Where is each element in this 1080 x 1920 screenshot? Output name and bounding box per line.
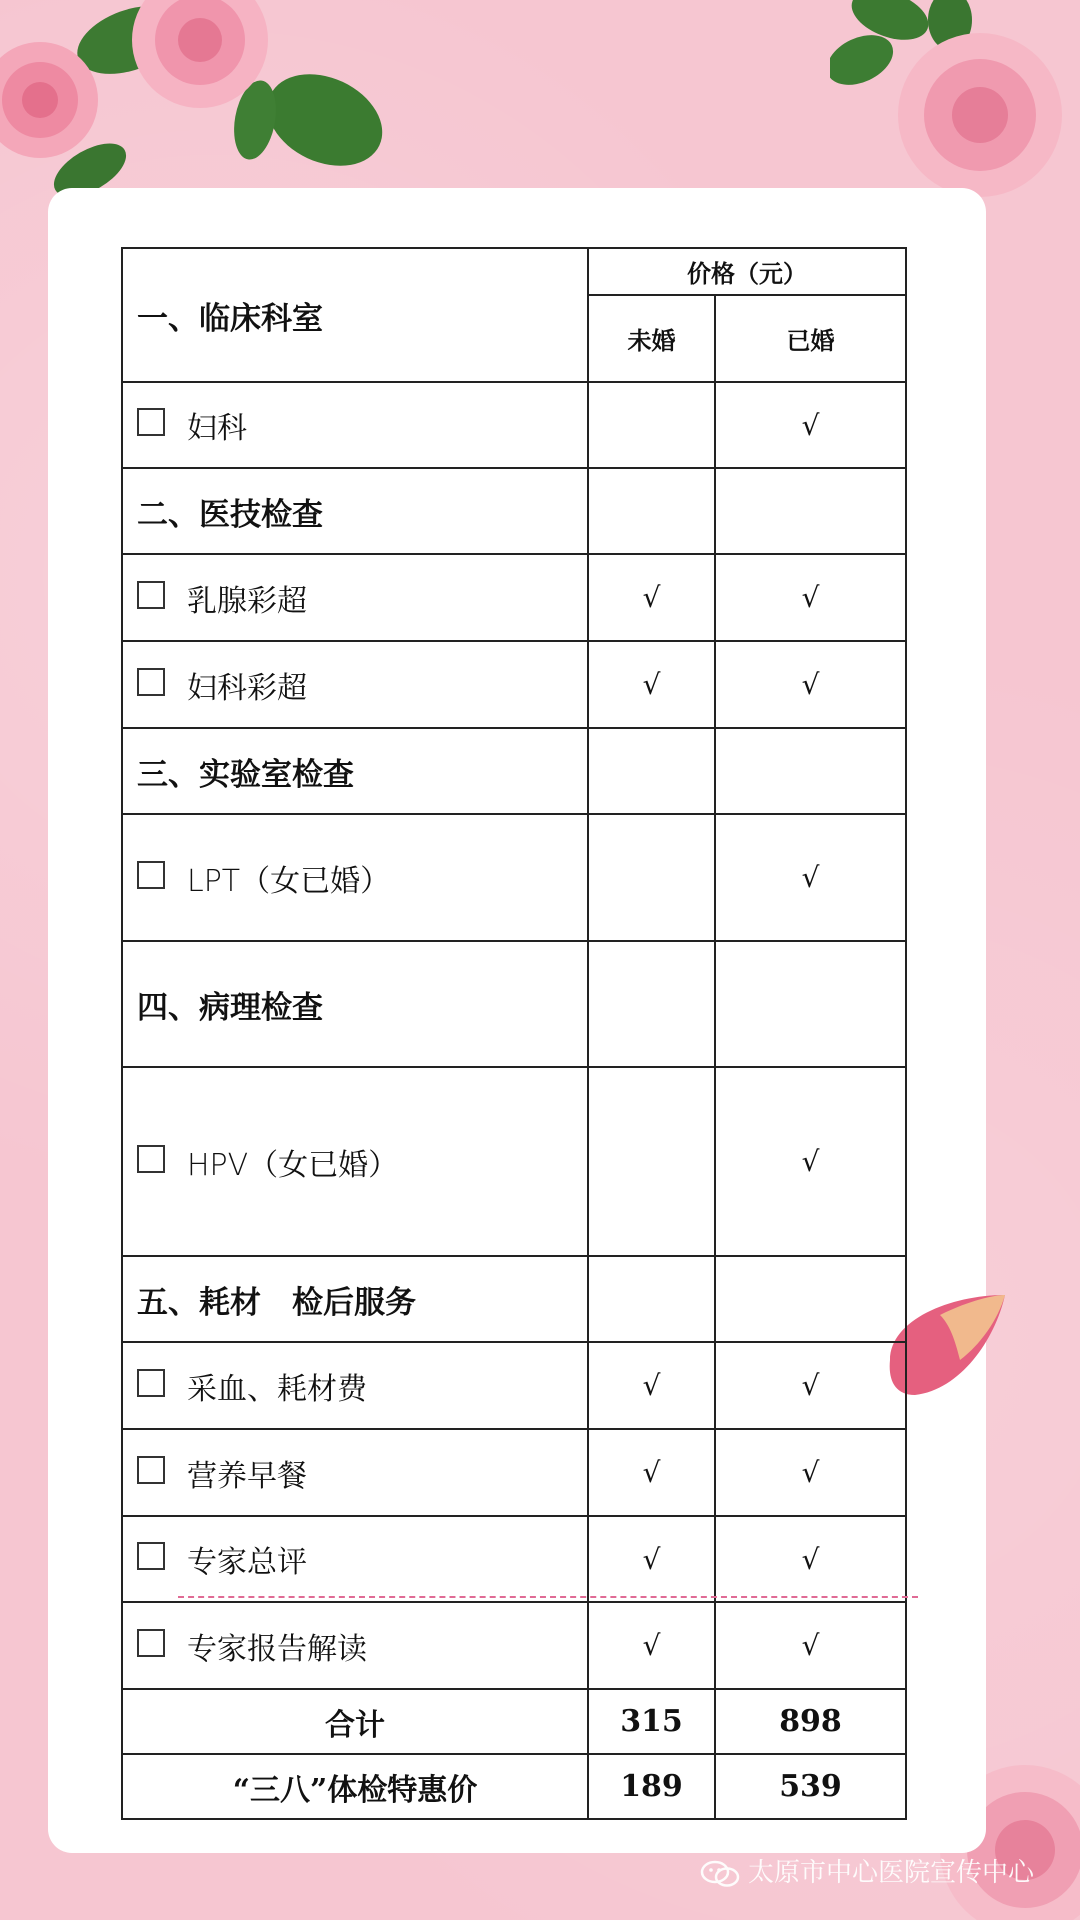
married-check-cell xyxy=(715,941,906,1067)
item-label: 采血、耗材费 xyxy=(187,1371,367,1407)
checkup-package-table xyxy=(121,247,907,1820)
unmarried-check-cell xyxy=(588,382,715,468)
married-price: 539 xyxy=(715,1754,906,1819)
item-cell xyxy=(122,382,588,468)
item-cell xyxy=(122,554,588,641)
unmarried-price: 189 xyxy=(588,1754,715,1819)
unmarried-check-cell: √ xyxy=(588,1342,715,1429)
table-totals xyxy=(122,1689,906,1819)
married-check-cell: √ xyxy=(715,382,906,468)
watermark xyxy=(700,1852,1034,1889)
item-row xyxy=(122,1067,906,1256)
married-check-cell: √ xyxy=(715,1067,906,1256)
unmarried-check-cell xyxy=(588,468,715,554)
column-unmarried: 未婚 xyxy=(588,295,715,382)
section-title: 二、医技检查 xyxy=(122,468,588,554)
item-cell xyxy=(122,1067,588,1256)
item-row xyxy=(122,382,906,468)
item-row xyxy=(122,1602,906,1689)
total-row xyxy=(122,1754,906,1819)
checkbox-icon xyxy=(137,1629,165,1657)
married-check-cell: √ xyxy=(715,814,906,941)
item-row xyxy=(122,641,906,728)
price-header: 价格（元） xyxy=(588,248,906,295)
table-body xyxy=(122,382,906,1689)
unmarried-check-cell: √ xyxy=(588,1602,715,1689)
item-label: 乳腺彩超 xyxy=(187,583,307,619)
unmarried-check-cell: √ xyxy=(588,554,715,641)
dashed-divider xyxy=(178,1596,918,1598)
wechat-icon xyxy=(700,1860,740,1888)
checkbox-icon xyxy=(137,1542,165,1570)
item-label: LPT（女已婚） xyxy=(187,863,391,899)
section-row xyxy=(122,728,906,814)
married-check-cell: √ xyxy=(715,1516,906,1602)
rose-decoration-top-right xyxy=(830,0,1080,220)
married-price: 898 xyxy=(715,1689,906,1754)
item-cell xyxy=(122,1342,588,1429)
watermark-text: 太原市中心医院宣传中心 xyxy=(748,1858,1035,1888)
unmarried-check-cell xyxy=(588,941,715,1067)
unmarried-check-cell xyxy=(588,814,715,941)
checkbox-icon xyxy=(137,861,165,889)
item-label: 专家报告解读 xyxy=(187,1631,367,1667)
total-row xyxy=(122,1689,906,1754)
item-cell xyxy=(122,1602,588,1689)
unmarried-check-cell: √ xyxy=(588,1516,715,1602)
checkbox-icon xyxy=(137,581,165,609)
section-row xyxy=(122,941,906,1067)
unmarried-price: 315 xyxy=(588,1689,715,1754)
checkbox-icon xyxy=(137,1456,165,1484)
married-check-cell: √ xyxy=(715,1602,906,1689)
item-cell xyxy=(122,1429,588,1516)
table-header-row xyxy=(122,248,906,295)
married-check-cell: √ xyxy=(715,554,906,641)
rose-decoration-top-left xyxy=(0,0,400,200)
unmarried-check-cell: √ xyxy=(588,1429,715,1516)
item-cell xyxy=(122,1516,588,1602)
section-title: 四、病理检查 xyxy=(122,941,588,1067)
item-row xyxy=(122,554,906,641)
item-cell xyxy=(122,641,588,728)
item-row xyxy=(122,1516,906,1602)
married-check-cell: √ xyxy=(715,1429,906,1516)
unmarried-check-cell xyxy=(588,1256,715,1342)
item-label: 营养早餐 xyxy=(187,1458,307,1494)
column-married: 已婚 xyxy=(715,295,906,382)
item-row xyxy=(122,814,906,941)
married-check-cell xyxy=(715,728,906,814)
checkbox-icon xyxy=(137,408,165,436)
item-row xyxy=(122,1342,906,1429)
unmarried-check-cell xyxy=(588,1067,715,1256)
total-label: “三八”体检特惠价 xyxy=(122,1754,588,1819)
item-label: 妇科 xyxy=(187,411,247,446)
item-cell xyxy=(122,814,588,941)
married-check-cell: √ xyxy=(715,641,906,728)
item-row xyxy=(122,1429,906,1516)
item-label: 妇科彩超 xyxy=(187,670,307,706)
section-row xyxy=(122,1256,906,1342)
item-label: HPV（女已婚） xyxy=(187,1147,399,1183)
section-title-clinical: 一、临床科室 xyxy=(122,248,588,382)
section-title: 三、实验室检查 xyxy=(122,728,588,814)
checkbox-icon xyxy=(137,1369,165,1397)
unmarried-check-cell xyxy=(588,728,715,814)
checkbox-icon xyxy=(137,668,165,696)
married-check-cell xyxy=(715,468,906,554)
section-row xyxy=(122,468,906,554)
married-check-cell: √ xyxy=(715,1342,906,1429)
checkbox-icon xyxy=(137,1145,165,1173)
married-check-cell xyxy=(715,1256,906,1342)
section-title: 五、耗材 检后服务 xyxy=(122,1256,588,1342)
unmarried-check-cell: √ xyxy=(588,641,715,728)
item-label: 专家总评 xyxy=(187,1545,307,1580)
total-label: 合计 xyxy=(122,1689,588,1754)
